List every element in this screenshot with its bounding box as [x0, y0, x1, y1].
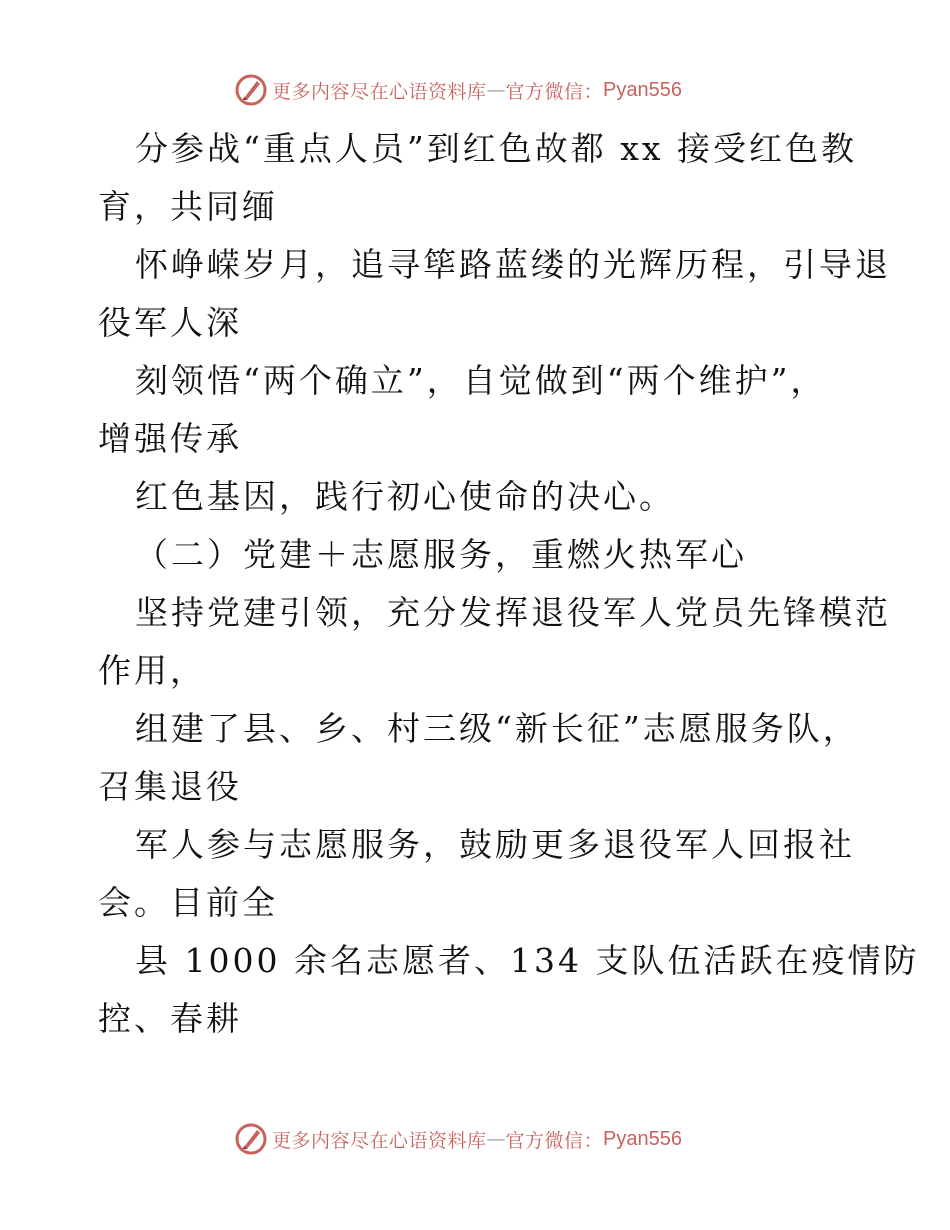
quill-logo-icon — [234, 1122, 268, 1156]
text-line: 育，共同缅 — [98, 187, 278, 226]
header-watermark — [234, 72, 682, 108]
text-line: 召集退役 — [98, 767, 242, 806]
watermark-dash: — — [486, 79, 506, 101]
text-line: 军人参与志愿服务，鼓励更多退役军人回报社 — [135, 825, 855, 864]
text-line: 控、春耕 — [98, 999, 242, 1038]
watermark-wechat-label: 官方微信： — [505, 1129, 604, 1152]
watermark-wechat-id: Pyan556 — [603, 1127, 682, 1150]
watermark-site-text: 更多内容尽在心语资料库 — [272, 80, 487, 103]
quill-logo-icon — [234, 73, 268, 107]
text-line: 刻领悟“两个确立”，自觉做到“两个维护”， — [135, 361, 827, 400]
text-line: 组建了县、乡、村三级“新长征”志愿服务队， — [135, 709, 859, 748]
watermark-wechat-id: Pyan556 — [603, 78, 682, 101]
text-line: 役军人深 — [98, 303, 242, 342]
watermark-wechat-label: 官方微信： — [505, 80, 604, 103]
text-line: 增强传承 — [98, 419, 242, 458]
document-body — [98, 120, 920, 1048]
watermark-dash: — — [486, 1128, 506, 1150]
text-line: 坚持党建引领，充分发挥退役军人党员先锋模范 — [135, 593, 891, 632]
text-line: 作用， — [98, 651, 206, 690]
text-line: （二）党建＋志愿服务，重燃火热军心 — [135, 535, 747, 574]
text-line: 红色基因，践行初心使命的决心。 — [135, 477, 675, 516]
text-line: 会。目前全 — [98, 883, 278, 922]
text-line: 怀峥嵘岁月，追寻筚路蓝缕的光辉历程，引导退 — [135, 245, 891, 284]
watermark-site-text: 更多内容尽在心语资料库 — [272, 1129, 487, 1152]
text-line: 分参战“重点人员”到红色故都 xx 接受红色教 — [135, 129, 857, 168]
text-line: 县 1000 余名志愿者、134 支队伍活跃在疫情防 — [135, 941, 920, 980]
footer-watermark — [234, 1121, 682, 1157]
